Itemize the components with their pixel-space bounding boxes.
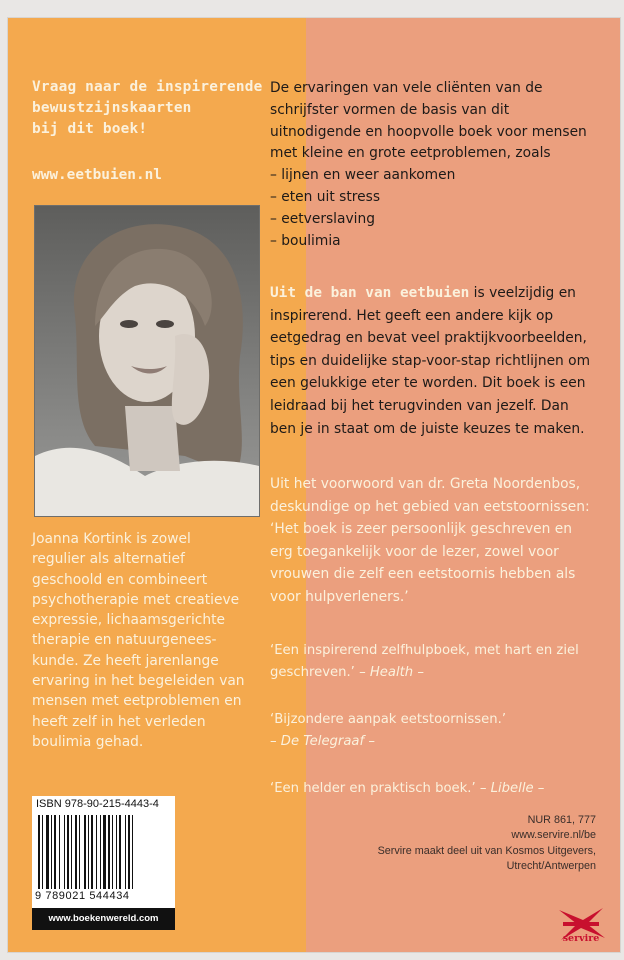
para-line: leidraad bij het terugvinden van jezelf. Dan [270, 397, 569, 414]
promo-line: Vraag naar de inspirerende [32, 79, 263, 95]
nur-code: NUR 861, 777 [527, 814, 596, 826]
intro-line: schrijfster vormen de basis van dit [270, 101, 510, 118]
barcode-icon [38, 815, 169, 889]
para-line: eetgedrag en bevat veel praktijkvoorbeelden, [270, 330, 587, 347]
publisher-imprint [378, 813, 596, 875]
foreword-line: Uit het voorwoord van dr. Greta Noordenbos, [270, 476, 581, 492]
quote-text: ‘Een helder en praktisch boek.’ [270, 781, 480, 796]
imprint-line: Utrecht/Antwerpen [506, 860, 596, 873]
bio-line: expressie, lichaamsgerichte [32, 612, 226, 629]
promo-line: bij dit boek! [32, 121, 148, 137]
author-photo [34, 205, 260, 517]
review-quote-telegraaf [270, 709, 615, 753]
book-title: Uit de ban van eetbuien [270, 285, 470, 301]
foreword-line: erg toegankelijk voor de lezer, zowel voor [270, 543, 559, 560]
para-first-rest: is veelzijdig en [469, 285, 576, 301]
bio-line: Joanna Kortink is zowel [32, 531, 191, 547]
foreword-line: voor hulpverleners.’ [270, 588, 409, 605]
bio-line: psychotherapie met creatieve [32, 591, 240, 608]
intro-line: uitnodigende en hoopvolle boek voor mensen [270, 123, 587, 140]
bio-line: therapie en natuurgenees- [32, 632, 217, 649]
bio-line: ervaring in het begeleiden van [32, 673, 245, 690]
review-quote-health [270, 640, 615, 684]
intro-list-item: – eten uit stress [270, 188, 381, 205]
quote-line [270, 662, 615, 684]
barcode-digits: 9 789021 544434 [35, 890, 130, 902]
bio-line: geschoold en combineert [32, 571, 208, 588]
promo-line: bewustzijnskaarten [32, 100, 192, 116]
quote-source: – Health – [359, 664, 424, 680]
quote-line: ‘Een inspirerend zelfhulpboek, met hart en ziel [270, 643, 579, 658]
publisher-name: servire [562, 933, 600, 944]
para-line: ben je in staat om de juiste keuzes te maken. [270, 420, 585, 437]
quote-text: geschreven.’ [270, 664, 360, 680]
quote-source: – Libelle – [479, 781, 545, 796]
quote-line [270, 778, 615, 800]
para-first-line [270, 282, 615, 305]
bookstore-link[interactable]: www.boekenwereld.com [32, 908, 175, 930]
foreword-line: deskundige op het gebied van eetstoornissen: [270, 498, 590, 515]
isbn-number: ISBN 978-90-215-4443-4 [36, 798, 159, 810]
author-bio [32, 529, 302, 752]
website-link[interactable]: www.eetbuien.nl [32, 167, 162, 183]
bio-line: kunde. Ze heeft jarenlange [32, 652, 219, 669]
para-line: inspirerend. Het geeft een andere kijk op [270, 307, 554, 324]
bio-line: boulimia gehad. [32, 733, 144, 750]
barcode-label [32, 796, 175, 930]
intro-list-item: – eetverslaving [270, 210, 375, 227]
quote-source: – De Telegraaf – [270, 733, 375, 749]
intro-text [270, 78, 610, 252]
review-quote-libelle [270, 778, 615, 800]
description-paragraph [270, 282, 615, 440]
promo-text [32, 77, 292, 140]
intro-line: De ervaringen van vele cliënten van de [270, 80, 543, 96]
intro-list-item: – lijnen en weer aankomen [270, 167, 456, 184]
book-back-cover [8, 18, 620, 952]
left-panel [8, 18, 306, 952]
foreword-quote [270, 473, 615, 609]
bio-line: regulier als alternatief [32, 551, 185, 568]
publisher-website[interactable]: www.servire.nl/be [511, 829, 596, 842]
foreword-line: ‘Het boek is zeer persoonlijk geschreven en [270, 521, 573, 538]
para-line: tips en duidelijke stap-voor-stap richtlijnen om [270, 352, 591, 369]
intro-list-item: – boulimia [270, 232, 341, 249]
intro-line: met kleine en grote eetproblemen, zoals [270, 145, 551, 162]
bio-line: mensen met eetproblemen en [32, 693, 242, 710]
quote-line: ‘Bijzondere aanpak eetstoornissen.’ [270, 712, 507, 727]
imprint-line: Servire maakt deel uit van Kosmos Uitgevers, [377, 844, 596, 857]
bio-line: heeft zelf in het verleden [32, 713, 206, 730]
para-line: een gelukkige eter te worden. Dit boek is een [270, 375, 586, 392]
foreword-line: vrouwen die zelf een eetstoornis hebben als [270, 566, 576, 583]
